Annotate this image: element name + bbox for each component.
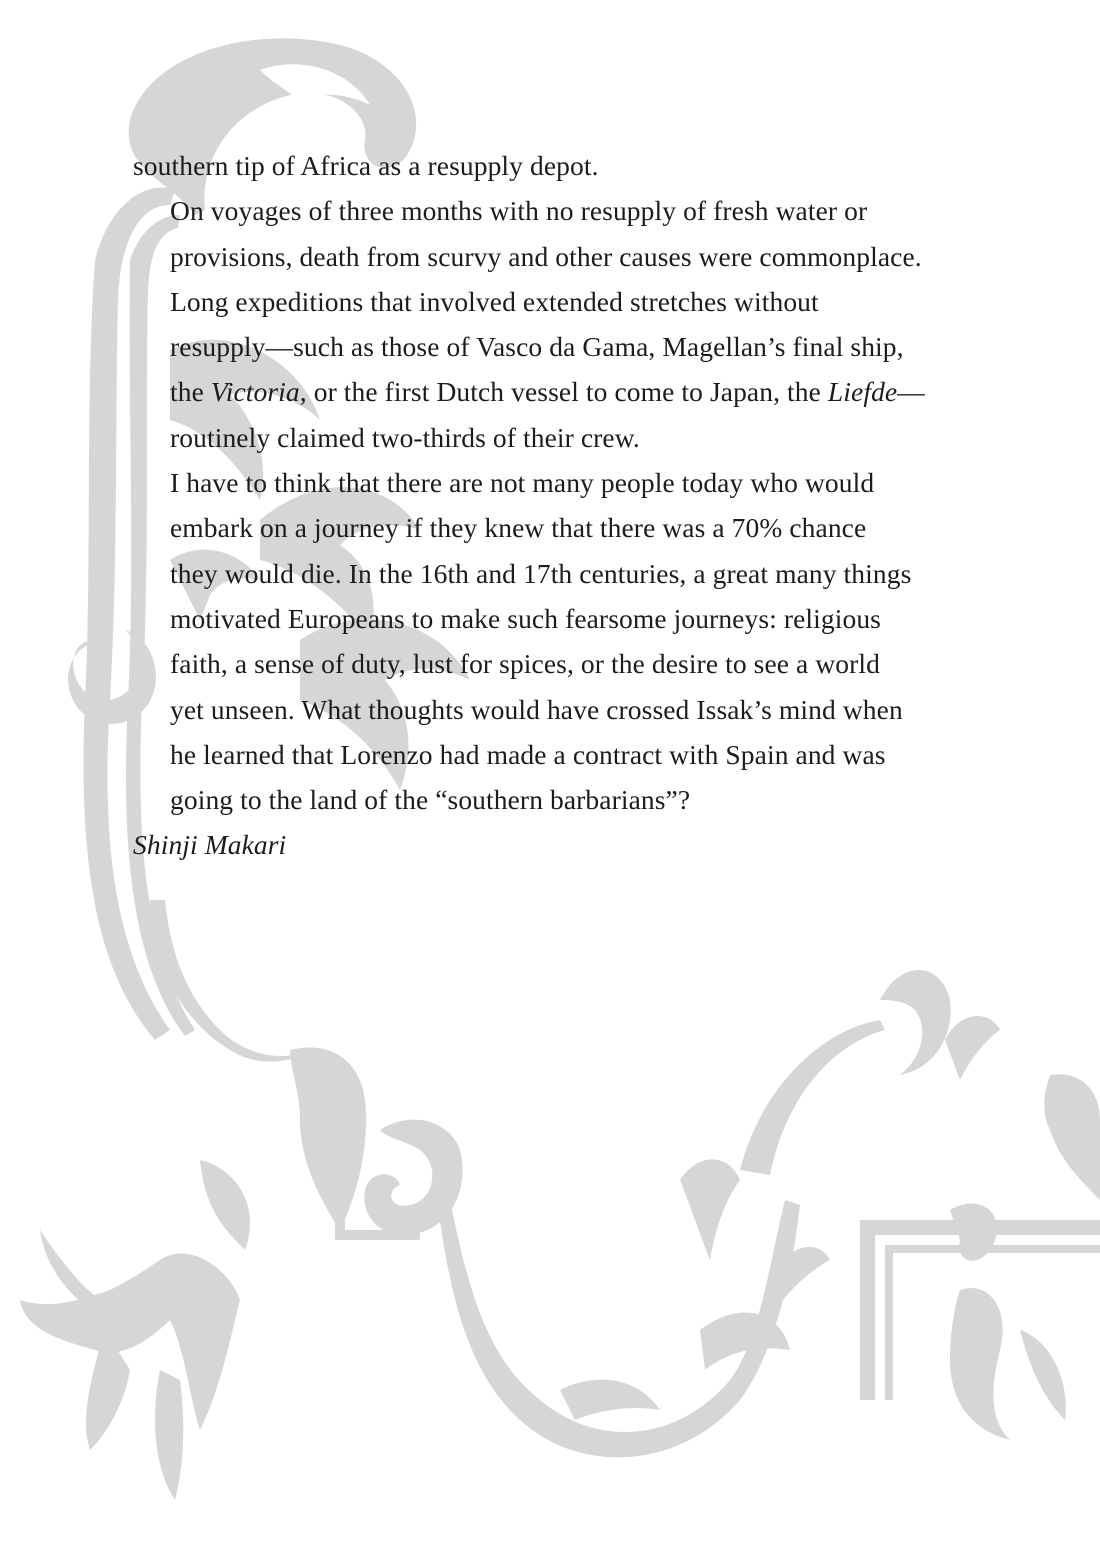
paragraph-1 [133,143,993,188]
author-signature: Shinji Makari [133,829,287,861]
text-segment: — [897,376,925,408]
text-line: faith, a sense of duty, lust for spices, or the desire to see a world [170,648,880,680]
text-line: resupply—such as those of Vasco da Gama, Magellan’s final ship, [170,331,904,363]
paragraph-2 [133,188,993,460]
text-line: provisions, death from scurvy and other causes were commonplace. [170,240,922,272]
text-line: embark on a journey if they knew that there was a 70% chance [170,512,867,544]
text-line: Long expeditions that involved extended stretches without [170,285,819,317]
text-line: routinely claimed two-thirds of their crew. [170,421,640,453]
text-segment: the [170,376,211,408]
text-line: they would die. In the 16th and 17th centuries, a great many things [170,557,912,589]
ship-name-liefde: Liefde [827,376,898,408]
text-segment: or the first Dutch vessel to come to Japan, the [306,376,828,408]
text-line: he learned that Lorenzo had made a contract with Spain and was [170,738,886,770]
text-line: On voyages of three months with no resupply of fresh water or [170,195,868,227]
document-body [133,143,993,868]
text-line [133,369,993,414]
paragraph-3 [133,460,993,822]
text-line: I have to think that there are not many people today who would [170,467,875,499]
ship-name-victoria: Victoria, [210,376,307,408]
text-line: southern tip of Africa as a resupply depot. [133,150,599,181]
text-line: motivated Europeans to make such fearsome journeys: religious [170,602,881,634]
text-line: going to the land of the “southern barbarians”? [170,784,691,816]
text-line: yet unseen. What thoughts would have crossed Issak’s mind when [170,693,903,725]
